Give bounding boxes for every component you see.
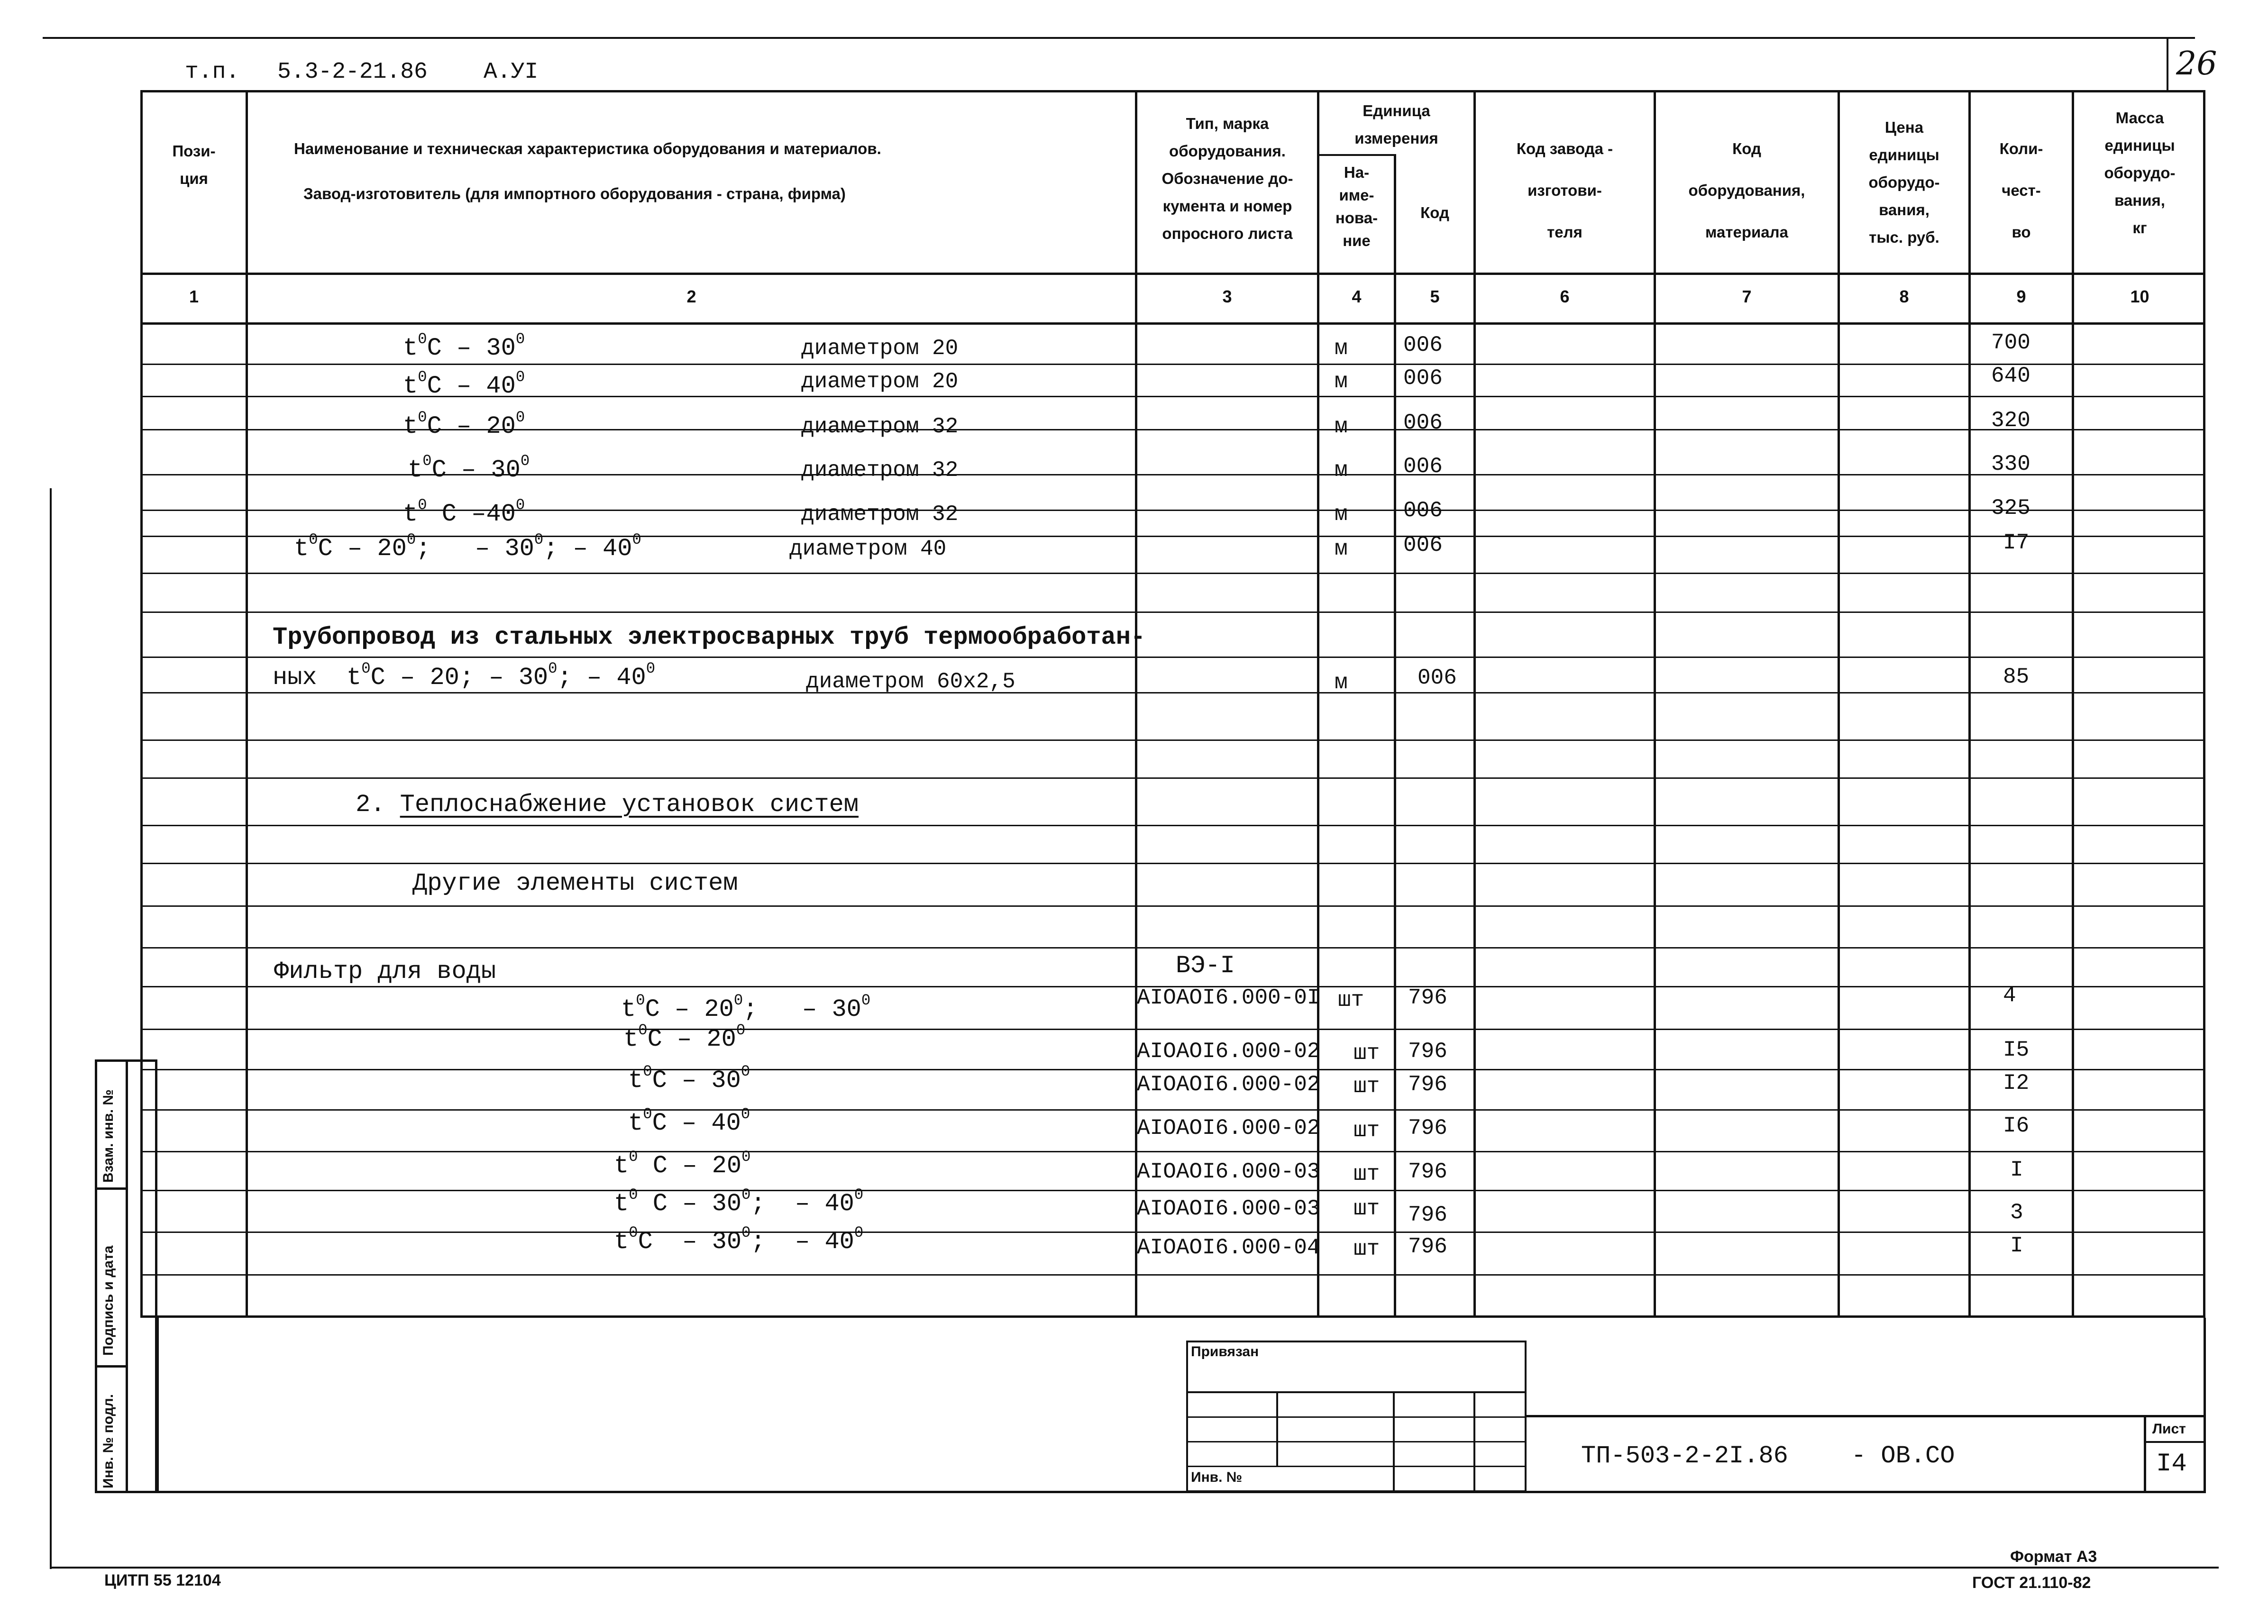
stamp-divider [1276, 1391, 1278, 1467]
row-rule [140, 863, 2205, 864]
temperature-label: $t^0$ С – $20^0$ [614, 1148, 751, 1180]
page-number-divider [2167, 38, 2168, 90]
quantity-cell: 700 [1991, 330, 2030, 355]
unit-code-cell: 796 [1408, 1234, 1447, 1259]
col2-header-line1: Наименование и техническая характеристика оборудования и материалов. [294, 140, 881, 157]
col-number: 8 [1899, 287, 1909, 306]
section-title: 2. Теплоснабжение установок систем [356, 791, 859, 819]
unit-code-cell: 006 [1403, 333, 1443, 357]
sheet-rule [2144, 1441, 2205, 1443]
unit-code-cell: 796 [1408, 1039, 1447, 1064]
document-number: АIОАОI6.000-03 [1137, 1159, 1320, 1184]
unit-group-header: Единица измерения [1354, 102, 1438, 147]
quantity-cell: I [2010, 1233, 2023, 1258]
row-rule [140, 1029, 2205, 1030]
col-number: 9 [2016, 287, 2026, 306]
document-number: АIОАОI6.000-0I [1137, 985, 1320, 1010]
unit-cell: м [1335, 336, 1348, 361]
col-number: 7 [1742, 287, 1752, 306]
stamp-rule [1186, 1416, 1527, 1418]
unit-cell: шт [1353, 1162, 1380, 1186]
col1-header: Пози- ция [172, 142, 216, 187]
row-rule [140, 825, 2205, 826]
document-number: АIОАОI6.000-03 [1137, 1196, 1320, 1221]
quantity-cell: 4 [2003, 983, 2016, 1008]
sheet-divider [2144, 1415, 2146, 1493]
col-number: 1 [189, 287, 199, 306]
unit-code-cell: 006 [1403, 411, 1443, 435]
unit-cell: м [1335, 537, 1348, 561]
document-code: ТП-503-2-2I.86 [1581, 1442, 1788, 1470]
unit-cell: м [1335, 502, 1348, 527]
unit-code-cell: 796 [1408, 1203, 1447, 1227]
project-code: 5.3-2-21.86 [277, 59, 428, 85]
temperature-label: $t^0С - 20^0$; – $30^0$ [621, 991, 871, 1023]
diameter-label: диаметром 20 [801, 369, 959, 394]
temperature-label: $t^0С - 40^0$ [628, 1105, 750, 1137]
stamp-divider [1473, 1391, 1475, 1492]
col-number: 3 [1222, 287, 1232, 306]
sheet-label: Лист [2152, 1421, 2186, 1437]
unit-cell: шт [1353, 1118, 1380, 1143]
col-rule-1 [246, 90, 248, 1318]
col7-header: Код оборудования, материала [1688, 140, 1805, 241]
col10-header: Масса единицы оборудо- вания, кг [2104, 109, 2176, 237]
row-rule [140, 1109, 2205, 1111]
document-number: АIОАОI6.000-02 [1137, 1116, 1320, 1140]
row-rule [140, 777, 2205, 779]
row-rule [140, 364, 2205, 365]
unit-cell: шт [1353, 1237, 1380, 1261]
col-number: 10 [2130, 287, 2149, 306]
unit-code-cell: 006 [1403, 454, 1443, 479]
temperature-label: $t^0С - 20^0$; – $30^0$; – $40^0$ [294, 530, 641, 563]
col-rule-9 [2072, 90, 2074, 1318]
title-block-bottom [95, 1491, 2206, 1493]
col3-header: Тип, марка оборудования. Обозначение до- кумента и номер опросного листа [1161, 115, 1293, 242]
unit-code-cell: 006 [1418, 666, 1457, 690]
unit-code-cell: 796 [1408, 1159, 1447, 1184]
unit-code-cell: 796 [1408, 985, 1447, 1010]
temperature-label: $t^0С - 40^0$ [403, 368, 525, 400]
row-rule [140, 1232, 2205, 1233]
diameter-label: диаметром 20 [801, 336, 959, 361]
side-strip-rule [95, 1187, 128, 1190]
quantity-cell: 330 [1991, 452, 2030, 476]
numbers-bottom-rule [140, 322, 2205, 325]
quantity-cell: 325 [1991, 496, 2030, 520]
temperature-label: $t^0С - 30^0$ [628, 1062, 750, 1095]
quantity-cell: I7 [2003, 530, 2030, 555]
quantity-cell: I6 [2003, 1113, 2030, 1138]
unit-cell: м [1335, 670, 1348, 695]
col-rule-6 [1654, 90, 1656, 1318]
filter-type: ВЭ-I [1176, 952, 1235, 980]
side-strip-rule [95, 1365, 128, 1368]
quantity-cell: I [2010, 1158, 2023, 1182]
row-rule [140, 1190, 2205, 1191]
temperature-label: $t^0С - 30^0$ [403, 330, 525, 362]
row-rule [140, 573, 2205, 574]
col-rule-4 [1394, 154, 1396, 1318]
table-bottom-rule [156, 1315, 2205, 1318]
stamp-main-top [1527, 1415, 2205, 1417]
steel-pipe-temperatures: ных $t^0С - 20$; – $30^0$; – $40^0$ [273, 659, 656, 692]
diameter-label: диаметром 32 [801, 458, 959, 483]
side-label-replaced-inv: Взам. инв. № [101, 1089, 116, 1183]
col2-header-line2: Завод-изготовитель (для импортного оборудования - страна, фирма) [303, 185, 846, 202]
quantity-cell: 320 [1991, 408, 2030, 433]
row-rule [140, 611, 2205, 613]
row-rule [140, 905, 2205, 907]
quantity-cell: I2 [2003, 1071, 2030, 1095]
document-number: АIОАОI6.000-04 [1137, 1235, 1320, 1260]
title-block-left [156, 1318, 159, 1493]
temperature-label: $t^0С - 20^0$ [403, 408, 525, 440]
left-margin-line [50, 488, 52, 1569]
col-number: 5 [1430, 287, 1440, 306]
series-label: т.п. [185, 59, 240, 85]
col-rule-8 [1968, 90, 1971, 1318]
filter-name: Фильтр для воды [274, 958, 496, 985]
quantity-cell: 640 [1991, 364, 2030, 388]
unit-cell: м [1335, 369, 1348, 394]
unit-code-cell: 796 [1408, 1072, 1447, 1097]
document-number: АIОАОI6.000-02 [1137, 1039, 1320, 1064]
steel-pipe-title: Трубопровод из стальных электросварных труб термообработан- [273, 623, 1146, 651]
col-rule-7 [1838, 90, 1840, 1318]
unit-cell: шт [1353, 1074, 1380, 1099]
stamp-rule [1186, 1441, 1527, 1442]
top-border [43, 37, 2195, 39]
page-number: 26 [2176, 45, 2217, 82]
temperature-label: $t^0$ С $-40^0$ [403, 496, 525, 528]
title-block-right [2204, 1318, 2206, 1493]
unit-code-cell: 796 [1408, 1116, 1447, 1140]
diameter-label: диаметром 40 [789, 537, 947, 561]
inventory-number-label: Инв. № [1191, 1469, 1243, 1485]
unit-cell: м [1335, 458, 1348, 483]
side-label-original-inv: Инв. № подл. [101, 1394, 116, 1488]
col9-header: Коли- чест- во [1999, 140, 2043, 241]
row-rule [140, 947, 2205, 949]
unit-code-cell: 006 [1403, 533, 1443, 557]
stamp-rule [1186, 1391, 1527, 1393]
document-number: АIОАОI6.000-02 [1137, 1072, 1320, 1097]
stamp-rule [1186, 1466, 1527, 1467]
unit-cell: шт [1338, 988, 1364, 1013]
row-rule [140, 1274, 2205, 1276]
row-rule [140, 657, 2205, 658]
section-subtitle: Другие элементы систем [412, 869, 738, 897]
row-rule [140, 739, 2205, 741]
unit-group-rule [1317, 154, 1395, 156]
col-number: 2 [686, 287, 696, 306]
bound-label: Привязан [1191, 1344, 1259, 1359]
unit-code-cell: 006 [1403, 498, 1443, 523]
document-suffix: - ОВ.СО [1851, 1442, 1955, 1470]
col-number: 6 [1560, 287, 1570, 306]
temperature-label: $t^0$ С – $30^0$; – $40^0$ [614, 1186, 864, 1218]
footer-line [50, 1567, 2219, 1569]
unit-cell: шт [1353, 1041, 1380, 1066]
album-code: А.УI [484, 59, 539, 85]
diameter-label: диаметром 60х2,5 [806, 669, 1015, 694]
quantity-cell: 3 [2010, 1200, 2023, 1225]
col6-header: Код завода - изготови- теля [1516, 140, 1613, 241]
col4-header: На- име- нова- ние [1335, 164, 1378, 249]
sheet-number: I4 [2156, 1450, 2187, 1478]
col5-header: Код [1420, 204, 1449, 221]
unit-cell: шт [1353, 1196, 1380, 1221]
temperature-label: $t^0С - 30^0$; – $40^0$ [614, 1223, 864, 1256]
standard-label: ГОСТ 21.110-82 [1972, 1574, 2091, 1592]
temperature-label: $t^0С - 30^0$ [408, 452, 530, 484]
quantity-cell: 85 [2003, 665, 2030, 689]
header-bottom-rule [140, 273, 2205, 275]
side-strip-divider [126, 1059, 128, 1493]
organization-code: ЦИТП 55 12104 [104, 1571, 221, 1589]
format-label: Формат А3 [2010, 1548, 2097, 1566]
unit-code-cell: 006 [1403, 366, 1443, 391]
temperature-label: $t^0С - 20^0$ [623, 1021, 746, 1053]
col-rule-5 [1473, 90, 1476, 1318]
col8-header: Цена единицы оборудо- вания, тыс. руб. [1868, 119, 1940, 246]
stamp-divider [1393, 1391, 1395, 1492]
row-rule [140, 1151, 2205, 1152]
col-number: 4 [1352, 287, 1362, 306]
unit-cell: м [1335, 414, 1348, 439]
quantity-cell: I5 [2003, 1038, 2030, 1062]
row-rule [140, 692, 2205, 693]
diameter-label: диаметром 32 [801, 414, 959, 439]
diameter-label: диаметром 32 [801, 502, 959, 527]
side-label-sign-date: Подпись и дата [101, 1245, 116, 1356]
